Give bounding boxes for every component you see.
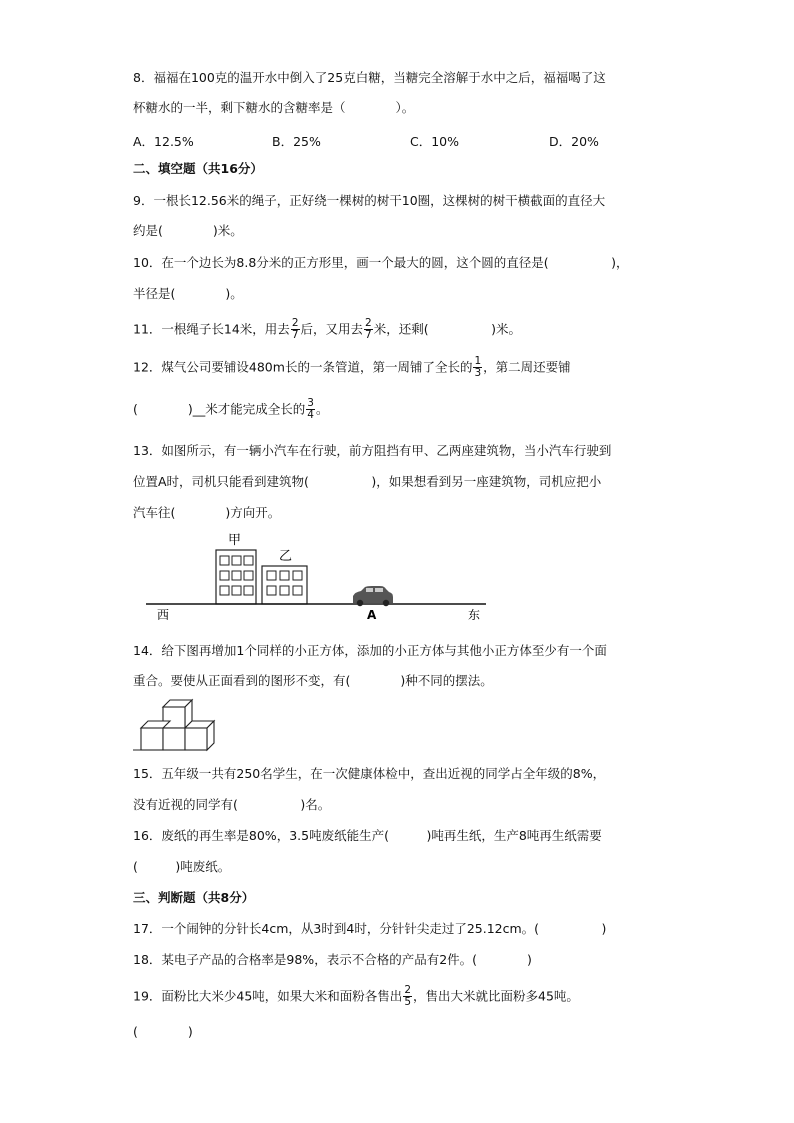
- building-yi-label: 乙: [279, 549, 293, 564]
- q19-line1: 19．面粉比大米少45吨，如果大米和面粉各售出 $\frac{2}{5}$ ，售出大米就比面粉多45吨。: [133, 984, 579, 1009]
- q9-line2: 约是( )米。: [133, 223, 243, 238]
- building-jia-label: 甲: [228, 533, 242, 548]
- q16-line1: 16．废纸的再生率是80%，3.5吨废纸能生产( )吨再生纸，生产8吨再生纸需要: [133, 828, 602, 843]
- west-label: 西: [157, 608, 170, 622]
- q8-line1: 8．福福在100克的温开水中倒入了25克白糖，当糖完全溶解于水中之后，福福喝了这: [133, 70, 606, 85]
- q19-line2: ( ): [133, 1024, 193, 1039]
- car-icon: [353, 586, 393, 606]
- east-label: 东: [468, 608, 481, 622]
- section2-title: 二、填空题（共16分）: [133, 161, 263, 176]
- q15-line2: 没有近视的同学有( )名。: [133, 797, 331, 812]
- q12-fraction-2: $\frac{3}{4}$: [307, 397, 314, 422]
- q12-line2: ( )__米才能完成全长的 $\frac{3}{4}$ 。: [133, 397, 329, 422]
- q8-option-d: D．20%: [549, 134, 599, 149]
- q13-line1: 13．如图所示，有一辆小汽车在行驶，前方阻挡有甲、乙两座建筑物，当小汽车行驶到: [133, 443, 612, 458]
- q19-fraction: $\frac{2}{5}$: [404, 984, 411, 1009]
- q12-fraction-1: $\frac{1}{3}$: [474, 355, 482, 380]
- q10-line2: 半径是( )。: [133, 286, 243, 301]
- q9-line1: 9．一根长12.56米的绳子，正好绕一棵树的树干10圈，这棵树的树干横截面的直径大: [133, 193, 606, 208]
- point-a-label: A: [367, 608, 377, 622]
- q11-fraction-2: $\frac{2}{7}$: [365, 317, 372, 342]
- q11-fraction-1: $\frac{2}{7}$: [291, 317, 299, 342]
- q13-line2: 位置A时，司机只能看到建筑物( )，如果想看到另一座建筑物，司机应把小: [133, 474, 602, 489]
- q13-figure: [140, 528, 500, 623]
- q17-line: 17．一个闹钟的分针长4cm，从3时到4时，分针针尖走过了25.12cm。( ): [133, 921, 607, 936]
- q8-option-c: C．10%: [410, 134, 460, 149]
- q18-line: 18．某电子产品的合格率是98%，表示不合格的产品有2件。( ): [133, 952, 532, 967]
- q16-line2: ( )吨废纸。: [133, 859, 231, 874]
- q8-option-a: A．12.5%: [133, 134, 194, 149]
- q8-option-b: B．25%: [272, 134, 321, 149]
- q14-line1: 14．给下图再增加1个同样的小正方体，添加的小正方体与其他小正方体至少有一个面: [133, 643, 607, 658]
- q13-line3: 汽车往( )方向开。: [133, 505, 281, 520]
- q15-line1: 15．五年级一共有250名学生，在一次健康体检中，查出近视的同学占全年级的8%，: [133, 766, 606, 781]
- q11-line: 11．一根绳子长14米，用去 $\frac{2}{7}$ 后，又用去 $\frac{2}{7}$ 米，还剩( )米。: [133, 317, 521, 342]
- q14-line2: 重合。要使从正面看到的图形不变，有( )种不同的摆法。: [133, 673, 493, 688]
- q14-cube-figure: [132, 697, 217, 755]
- q10-line1: 10．在一个边长为8.8分米的正方形里，画一个最大的圆，这个圆的直径是( )，: [133, 255, 629, 270]
- section3-title: 三、判断题（共8分）: [133, 890, 255, 905]
- q8-line2: 杯糖水的一半，剩下糖水的含糖率是（ ）。: [133, 100, 415, 115]
- q12-line1: 12．煤气公司要铺设480m长的一条管道，第一周铺了全长的 $\frac{1}{3}$ ，第二周还要铺: [133, 355, 571, 380]
